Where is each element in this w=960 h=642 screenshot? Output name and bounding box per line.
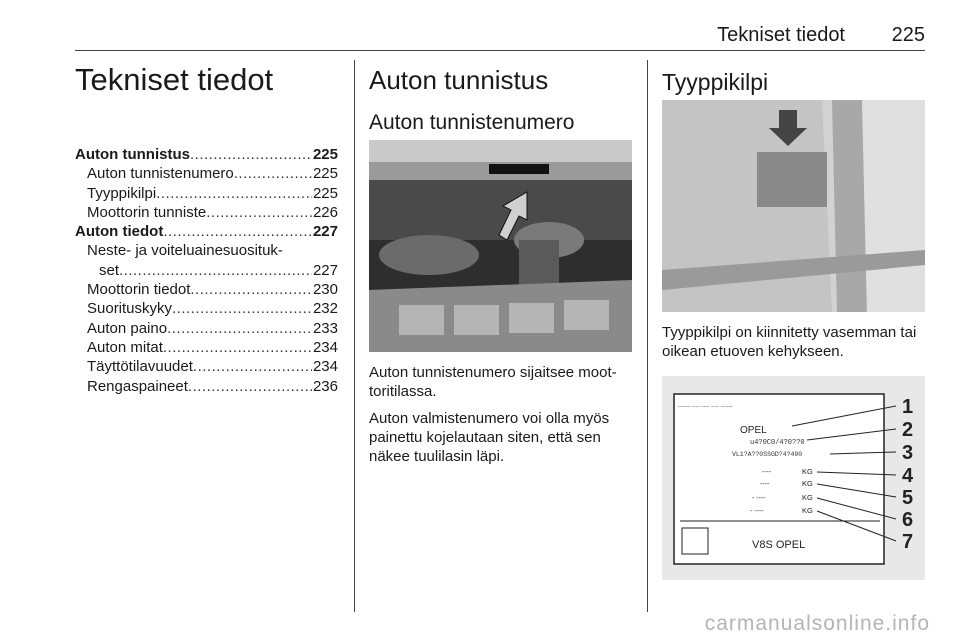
toc-entry[interactable] (75, 377, 338, 396)
section-title: Auton tunnistus (369, 65, 549, 95)
subsection-title: Auton tunnistenumero (369, 111, 575, 134)
toc-entry-label: Auton tunnistenumero (87, 165, 234, 183)
toc-dot-leader (172, 299, 312, 318)
callout-number: 5 (902, 487, 914, 509)
page-header (75, 18, 925, 51)
toc-dot-leader (167, 319, 312, 338)
toc-entry[interactable] (75, 338, 338, 357)
plate-location-text: Tyyppikilpi on kiinnitetty vasemman tai oikean etuoven kehykseen. (662, 324, 917, 360)
header-title: Tekniset tiedot (717, 24, 845, 46)
toc-entry-page: 225 (312, 165, 338, 183)
type-plate-diagram (662, 376, 925, 580)
toc-entry-page: 226 (312, 203, 338, 221)
callout-number: 4 (902, 465, 914, 487)
svg-text:----: ---- (760, 481, 770, 488)
vehicle-id-column (369, 60, 632, 136)
toc-entry-page: 227 (312, 223, 338, 241)
type-plate-shape (757, 152, 827, 207)
type-plate-column (662, 60, 925, 104)
column-divider (647, 60, 648, 612)
toc-dot-leader (163, 338, 312, 357)
toc-entry-label: Moottorin tunniste (87, 203, 207, 221)
plate-caption (662, 323, 925, 361)
toc-entry-page: 227 (312, 261, 338, 279)
toc-dot-leader (163, 222, 312, 241)
toc-entry-label: Auton tunnistus (75, 146, 190, 163)
callout-number: 1 (902, 396, 914, 418)
toc-dot-leader (156, 184, 312, 203)
header-page-number: 225 (891, 24, 925, 46)
engine-bay-photo (369, 140, 632, 352)
plate-vin-line2: VL1?A??0SSGD?4?490 (732, 451, 803, 458)
toc-dot-leader (190, 145, 312, 164)
vin-dashboard-text: Auton valmistenumero voi olla myös painettu kojelautaan siten, että sen näkee tuulilasin läpi. (369, 410, 610, 465)
plate-brand: OPEL (740, 425, 767, 436)
watermark: carmanualsonline.info (704, 612, 930, 635)
svg-text:----: ---- (762, 469, 772, 476)
table-of-contents (75, 145, 338, 396)
toc-dot-leader (193, 357, 312, 376)
toc-entry-label: Suorituskyky (87, 300, 173, 318)
toc-entry-label: Auton tiedot (75, 223, 164, 241)
toc-entry[interactable] (75, 241, 338, 260)
toc-dot-leader (206, 203, 312, 222)
toc-entry[interactable] (75, 299, 338, 318)
toc-dot-leader (190, 280, 312, 299)
toc-entry-page: 225 (312, 184, 338, 202)
toc-entry-page: 230 (312, 281, 338, 299)
callout-number: 7 (902, 531, 914, 553)
plate-bottom-text: V8S OPEL (752, 539, 806, 551)
toc-entry[interactable] (75, 357, 338, 376)
callout-number: 2 (902, 419, 914, 441)
toc-entry[interactable] (75, 280, 338, 299)
toc-entry-label: Tyyppikilpi (87, 184, 157, 202)
chapter-title: Tekniset tiedot (75, 62, 274, 97)
plate-kg-2: KG (802, 479, 813, 488)
toc-dot-leader (188, 377, 312, 396)
section-title: Tyyppikilpi (662, 69, 769, 95)
toc-dot-leader (234, 164, 312, 183)
toc-entry-page: 233 (312, 319, 338, 337)
svg-text:------ ---- ---- ---- ------: ------ ---- ---- ---- ------ (678, 404, 733, 410)
toc-entry-label: Auton mitat (87, 338, 163, 356)
toc-entry-page: 236 (312, 377, 338, 395)
toc-entry[interactable] (75, 164, 338, 183)
plate-kg-4: KG (802, 506, 813, 515)
toc-entry[interactable] (75, 145, 338, 164)
toc-entry-page: 234 (312, 358, 338, 376)
vin-location-text: Auton tunnistenumero sijaitsee moot-toritilassa. (369, 364, 617, 400)
svg-text:- ----: - ---- (752, 495, 766, 502)
svg-text:- ----: - ---- (750, 508, 764, 515)
toc-entry-label: Täyttötilavuudet (87, 358, 193, 376)
toc-entry[interactable] (75, 184, 338, 203)
toc-entry-label: Auton paino (87, 319, 168, 337)
toc-entry[interactable] (75, 203, 338, 222)
toc-entry-label: Moottorin tiedot (87, 281, 191, 299)
toc-entry-label: Rengaspaineet (87, 377, 188, 395)
door-frame-photo (662, 100, 925, 312)
toc-entry-label: Neste- ja voiteluainesuosituk- (87, 242, 283, 260)
toc-entry-page: 232 (312, 300, 338, 318)
toc-entry-page: 234 (312, 338, 338, 356)
column-divider (354, 60, 355, 612)
plate-vin-line1: u4?0C0/4?0??0 (750, 439, 805, 447)
toc-dot-leader (119, 261, 312, 280)
callout-number: 3 (902, 442, 914, 464)
toc-entry[interactable] (75, 261, 338, 280)
plate-kg-3: KG (802, 493, 813, 502)
toc-entry-page: 225 (312, 146, 338, 163)
toc-entry-label: set (99, 261, 120, 279)
callout-number: 6 (902, 509, 914, 531)
vin-caption (369, 363, 632, 466)
toc-column (75, 60, 338, 396)
toc-entry[interactable] (75, 222, 338, 241)
plate-kg-1: KG (802, 467, 813, 476)
toc-entry[interactable] (75, 319, 338, 338)
